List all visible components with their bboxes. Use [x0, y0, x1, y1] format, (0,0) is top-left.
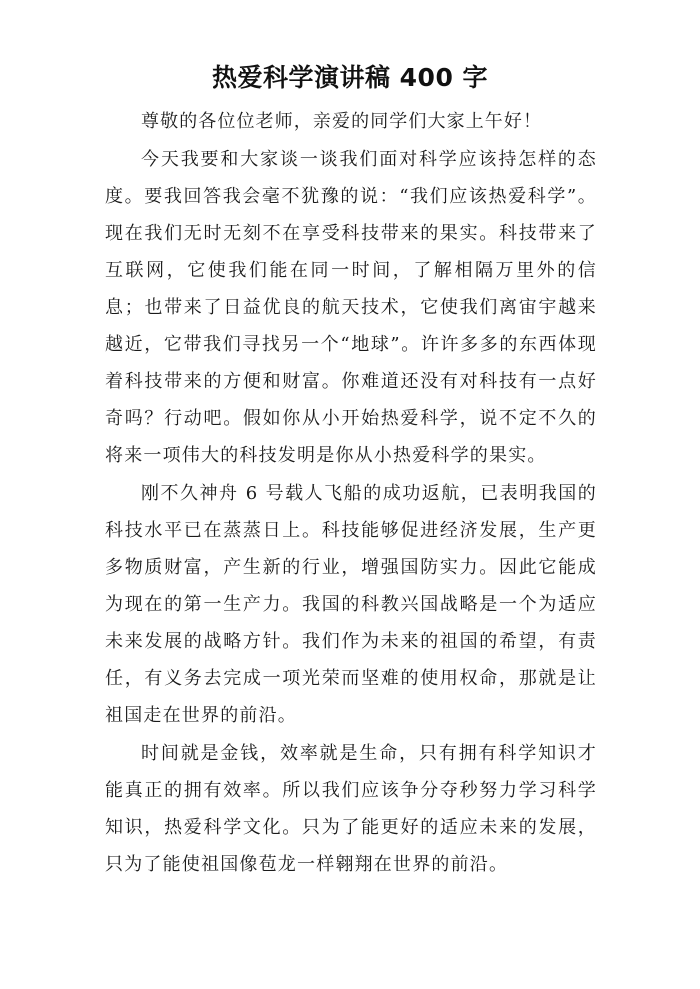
paragraph-love-science: 今天我要和大家谈一谈我们面对科学应该持怎样的态度。要我回答我会毫不犹豫的说：“我们应该热爱科学”。现在我们无时无刻不在享受科技带来的果实。科技带来了互联网，它使我们能在同一时间，了解相隔万里外的信息；也带来了日益优良的航天技术，它使我们离宙宇越来越近，它带我们寻找另一个“地球”。许许多多的东西体现着科技带来的方便和财富。你难道还没有对科技有一点好奇吗？行动吧。假如你从小开始热爱科学，说不定不久的将来一项伟大的科技发明是你从小热爱科学的果实。: [105, 149, 597, 466]
paragraph-shenzhou: 刚不久神舟 6 号载人飞船的成功返航，已表明我国的科技水平已在蒸蒸日上。科技能够促进经济发展，生产更多物质财富，产生新的行业，增强国防实力。因此它能成为现在的第一生产力。我国的科教兴国战略是一个为适应未来发展的战略方针。我们作为未来的祖国的希望，有责任，有义务去完成一项光荣而坚难的使用权命，那就是让祖国走在世界的前沿。: [105, 483, 597, 726]
paragraph-greeting: 尊敬的各位位老师，亲爱的同学们大家上午好！: [141, 111, 543, 132]
document-body: [105, 103, 597, 884]
document-title: 热爱科学演讲稿 400 字: [211, 63, 489, 92]
paragraph-efficiency: 时间就是金钱，效率就是生命，只有拥有科学知识才能真正的拥有效率。所以我们应该争分夺秒努力学习科学知识，热爱科学文化。只为了能更好的适应未来的发展，只为了能使祖国像苞龙一样翱翔在世界的前沿。: [105, 743, 597, 875]
